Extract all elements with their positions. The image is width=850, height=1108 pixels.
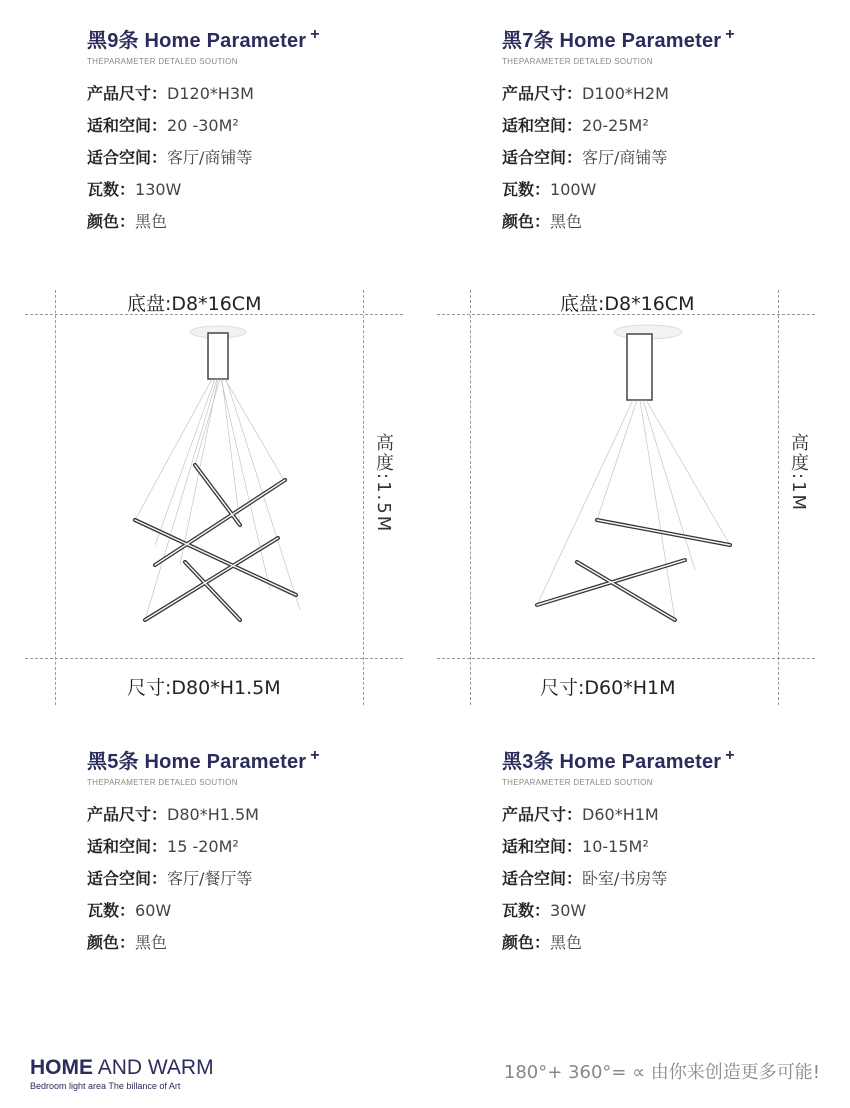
spec-row: 瓦数：130W bbox=[87, 180, 182, 199]
product-title: 黑5条 Home Parameter + bbox=[87, 747, 320, 773]
product-block-9 bbox=[87, 24, 447, 238]
product-title: 黑3条 Home Parameter + bbox=[502, 747, 735, 773]
dimension-diagram-5 bbox=[0, 285, 425, 705]
product-title: 黑9条 Home Parameter + bbox=[87, 26, 320, 52]
spec-row: 适和空间：10-15M² bbox=[502, 837, 649, 856]
spec-row: 产品尺寸：D60*H1M bbox=[502, 805, 659, 824]
size-dimension-label: 尺寸:D60*H1M bbox=[540, 677, 676, 699]
spec-row: 适合空间：客厅/餐厅等 bbox=[87, 869, 253, 888]
spec-row: 适和空间：15 -20M² bbox=[87, 837, 239, 856]
spec-row: 颜色：黑色 bbox=[502, 933, 583, 952]
spec-row: 适合空间：客厅/商铺等 bbox=[502, 148, 668, 167]
slogan-text: 180°+ 360°= ∝ 由你来创造更多可能! bbox=[503, 1062, 820, 1083]
product-block-3 bbox=[502, 745, 850, 959]
chandelier-5-image bbox=[70, 320, 370, 650]
spec-row: 适和空间：20-25M² bbox=[502, 116, 649, 135]
product-subtitle: THEPARAMETER DETALED SOUTION bbox=[502, 778, 653, 787]
spec-row: 瓦数：100W bbox=[502, 180, 597, 199]
spec-row: 产品尺寸：D80*H1.5M bbox=[87, 805, 259, 824]
base-dimension-label: 底盘:D8*16CM bbox=[127, 293, 262, 315]
spec-row: 适和空间：20 -30M² bbox=[87, 116, 239, 135]
chandelier-3-image bbox=[515, 320, 815, 650]
product-block-7 bbox=[502, 24, 850, 238]
spec-row: 颜色：黑色 bbox=[502, 212, 583, 231]
spec-row: 颜色：黑色 bbox=[87, 933, 168, 952]
brand-name: HOME AND WARM bbox=[30, 1056, 214, 1079]
product-title: 黑7条 Home Parameter + bbox=[502, 26, 735, 52]
height-dimension-label: 高度:1.5M bbox=[373, 433, 394, 534]
spec-row: 适合空间：客厅/商铺等 bbox=[87, 148, 253, 167]
spec-row: 产品尺寸：D120*H3M bbox=[87, 84, 254, 103]
size-dimension-label: 尺寸:D80*H1.5M bbox=[127, 677, 281, 699]
spec-row: 瓦数：60W bbox=[87, 901, 172, 920]
product-block-5 bbox=[87, 745, 447, 959]
brand-tagline: Bedroom light area The billance of Art bbox=[30, 1081, 181, 1091]
spec-row: 颜色：黑色 bbox=[87, 212, 168, 231]
base-dimension-label: 底盘:D8*16CM bbox=[560, 293, 695, 315]
brand-logo bbox=[30, 1056, 214, 1091]
product-subtitle: THEPARAMETER DETALED SOUTION bbox=[87, 778, 238, 787]
spec-row: 适合空间：卧室/书房等 bbox=[502, 869, 668, 888]
product-subtitle: THEPARAMETER DETALED SOUTION bbox=[502, 57, 653, 66]
height-dimension-label: 高度:1M bbox=[788, 433, 809, 513]
dimension-diagram-3 bbox=[425, 285, 850, 705]
spec-row: 瓦数：30W bbox=[502, 901, 587, 920]
spec-row: 产品尺寸：D100*H2M bbox=[502, 84, 669, 103]
product-subtitle: THEPARAMETER DETALED SOUTION bbox=[87, 57, 238, 66]
